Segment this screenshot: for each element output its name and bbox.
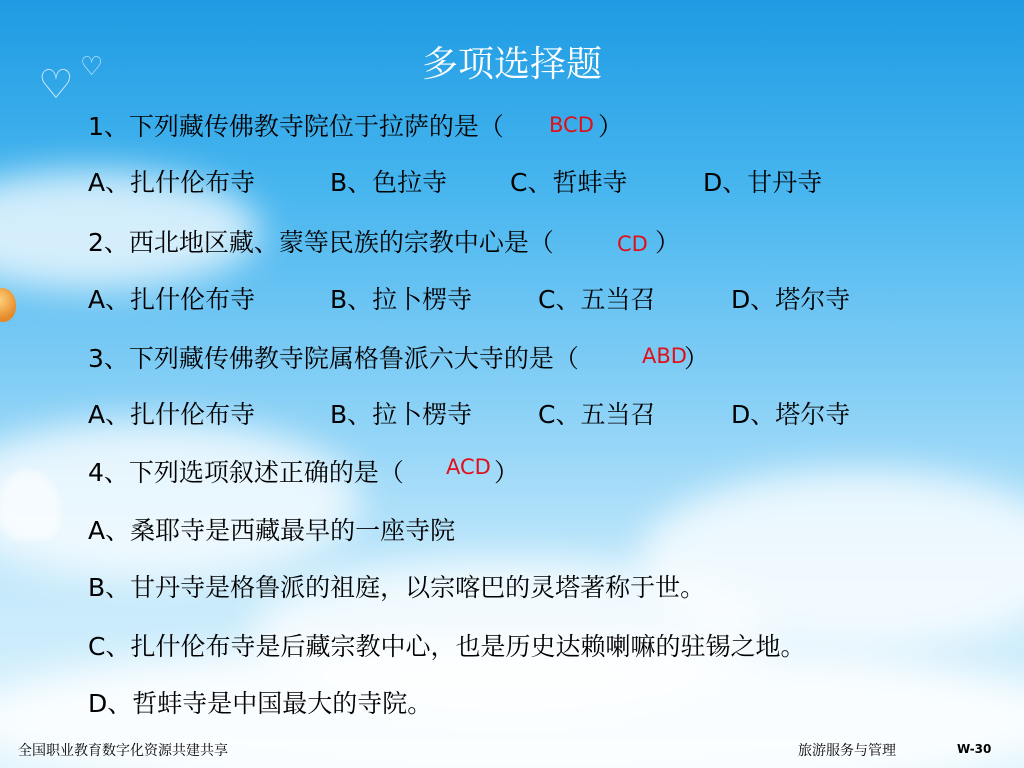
question-2-option-b: B、拉卜楞寺 [330,285,473,314]
question-4-close: ） [494,458,520,487]
question-1-close: ） [598,112,624,141]
question-2-close: ） [655,228,681,257]
question-3-option-c: C、五当召 [538,400,656,429]
question-1-option-b: B、色拉寺 [330,168,448,197]
question-3-stem: 3、下列藏传佛教寺院属格鲁派六大寺的是（ [88,344,579,373]
question-3-answer: ABD [642,344,687,368]
question-1-option-a: A、扎什伦布寺 [88,168,256,197]
question-4-statement-c: C、扎什伦布寺是后藏宗教中心，也是历史达赖喇嘛的驻锡之地。 [88,632,806,661]
balloon [0,288,16,322]
heart-icon: ♡ [38,62,74,108]
question-1-stem [88,107,504,143]
question-4-statement-b: B、甘丹寺是格鲁派的祖庭，以宗喀巴的灵塔著称于世。 [88,573,706,602]
question-1-option-c: C、哲蚌寺 [510,168,628,197]
heart-icon: ♡ [80,52,104,82]
question-3-option-a: A、扎什伦布寺 [88,400,256,429]
footer-left-text: 全国职业教育数字化资源共建共享 [18,743,228,759]
question-4-answer: ACD [446,455,491,479]
slide-title: 多项选择题 [421,44,602,85]
footer-course-name: 旅游服务与管理 [798,743,896,759]
question-2-answer: CD [617,232,648,256]
question-2-stem: 2、西北地区藏、蒙等民族的宗教中心是（ [88,228,554,257]
question-3-close: ） [684,344,710,373]
question-stem-text: 1、下列藏传佛教寺院位于拉萨的是（ [88,112,504,141]
question-4-stem: 4、下列选项叙述正确的是（ [88,458,404,487]
question-2-option-c: C、五当召 [538,285,656,314]
question-3-option-d: D、塔尔寺 [731,400,851,429]
question-1-answer: BCD [549,113,594,137]
question-3-option-b: B、拉卜楞寺 [330,400,473,429]
question-2-option-d: D、塔尔寺 [731,285,851,314]
question-2-option-a: A、扎什伦布寺 [88,285,256,314]
question-4-statement-d: D、哲蚌寺是中国最大的寺院。 [88,689,433,718]
question-4-statement-a: A、桑耶寺是西藏最早的一座寺院 [88,516,456,545]
page-number: W-30 [957,742,992,756]
question-1-option-d: D、甘丹寺 [703,168,823,197]
